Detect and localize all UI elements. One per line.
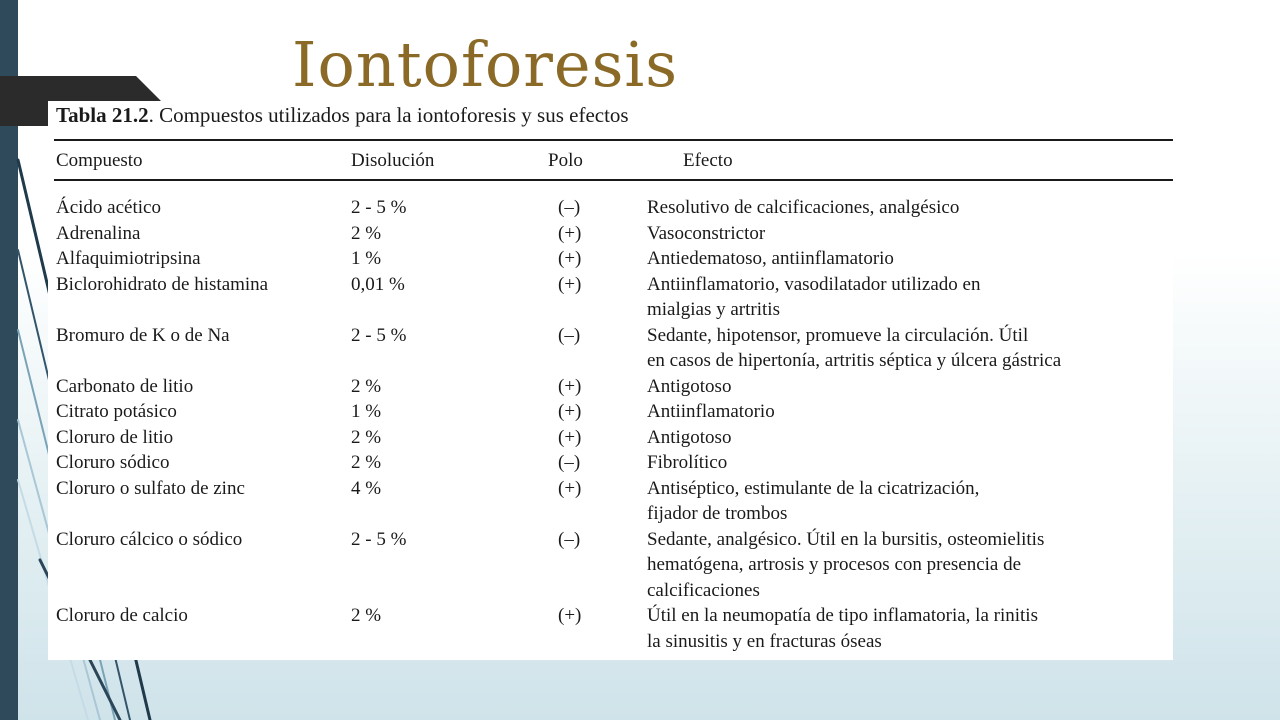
table-caption-number: Tabla 21.2: [56, 103, 149, 127]
cell-efecto: [647, 374, 731, 400]
cell-disolucion: 2 %: [351, 222, 382, 244]
cell-polo: (+): [558, 401, 582, 422]
cell-disolucion: 2 %: [351, 375, 382, 397]
cell-polo: (+): [558, 375, 582, 397]
cell-disolucion: 2 %: [351, 605, 382, 626]
cell-polo: (+): [558, 222, 582, 244]
cell-disolucion: 0,01 %: [351, 273, 405, 295]
efecto-line: calcificaciones: [647, 579, 760, 601]
efecto-line: fijador de trombos: [647, 503, 788, 524]
efecto-line: Sedante, hipotensor, promueve la circulación. Útil: [647, 324, 1029, 346]
efecto-line: Antigotoso: [647, 375, 732, 397]
cell-polo: (+): [558, 605, 582, 626]
cell-efecto: [647, 246, 894, 272]
cell-efecto: [647, 221, 765, 247]
cell-efecto: [647, 323, 1061, 374]
efecto-line: hematógena, artrosis y procesos con presencia de: [647, 554, 1022, 575]
table-caption: [56, 103, 629, 128]
cell-polo: (–): [558, 528, 581, 550]
cell-compuesto: Cloruro sódico: [56, 452, 170, 473]
efecto-line: la sinusitis y en fracturas óseas: [647, 630, 882, 652]
efecto-line: Resolutivo de calcificaciones, analgésico: [647, 197, 960, 218]
cell-polo: (+): [558, 477, 582, 499]
cell-compuesto: Cloruro cálcico o sódico: [56, 528, 243, 550]
efecto-line: Antiséptico, estimulante de la cicatrización,: [647, 477, 980, 499]
cell-compuesto: Alfaquimiotripsina: [56, 248, 201, 269]
cell-compuesto: Citrato potásico: [56, 401, 177, 422]
cell-efecto: [647, 476, 979, 527]
cell-efecto: [647, 195, 959, 221]
cell-disolucion: 2 %: [351, 426, 382, 448]
slide-title: Iontoforesis: [292, 28, 679, 101]
cell-compuesto: Biclorohidrato de histamina: [56, 273, 269, 295]
cell-disolucion: 1 %: [351, 248, 382, 269]
cell-polo: (–): [558, 324, 581, 346]
cell-polo: (+): [558, 273, 582, 295]
cell-efecto: [647, 425, 731, 451]
cell-disolucion: 2 %: [351, 452, 382, 473]
cell-disolucion: 4 %: [351, 477, 382, 499]
efecto-line: Antigotoso: [647, 426, 732, 448]
efecto-line: Sedante, analgésico. Útil en la bursitis, osteomielitis: [647, 528, 1045, 550]
cell-disolucion: 2 - 5 %: [351, 528, 407, 550]
efecto-line: Útil en la neumopatía de tipo inflamatoria, la rinitis: [647, 605, 1038, 626]
cell-disolucion: 2 - 5 %: [351, 197, 407, 218]
header-polo: Polo: [548, 150, 583, 171]
cell-efecto: [647, 603, 1038, 654]
cell-polo: (–): [558, 197, 581, 218]
cell-disolucion: 2 - 5 %: [351, 324, 407, 346]
cell-compuesto: Cloruro o sulfato de zinc: [56, 477, 245, 499]
cell-efecto: [647, 450, 727, 476]
table-header-rule: [54, 179, 1173, 181]
cell-compuesto: Cloruro de litio: [56, 426, 174, 448]
cell-polo: (+): [558, 426, 582, 448]
cell-polo: (–): [558, 452, 581, 473]
cell-compuesto: Ácido acético: [56, 197, 161, 218]
header-disolucion: Disolución: [351, 150, 435, 171]
efecto-line: Fibrolítico: [647, 452, 728, 473]
efecto-line: Antiinflamatorio: [647, 401, 775, 422]
table-top-rule: [54, 139, 1173, 141]
efecto-line: Antiedematoso, antiinflamatorio: [647, 248, 894, 269]
compounds-table: [48, 101, 1173, 660]
cell-polo: (+): [558, 248, 582, 269]
efecto-line: en casos de hipertonía, artritis séptica y úlcera gástrica: [647, 350, 1062, 371]
cell-compuesto: Cloruro de calcio: [56, 605, 188, 626]
cell-disolucion: 1 %: [351, 401, 382, 422]
cell-efecto: [647, 527, 1044, 604]
header-efecto: Efecto: [683, 150, 733, 171]
cell-compuesto: Bromuro de K o de Na: [56, 324, 230, 346]
cell-compuesto: Adrenalina: [56, 222, 141, 244]
header-compuesto: Compuesto: [56, 150, 143, 171]
efecto-line: Antiinflamatorio, vasodilatador utilizado en: [647, 273, 981, 295]
efecto-line: mialgias y artritis: [647, 299, 780, 320]
efecto-line: Vasoconstrictor: [647, 222, 766, 244]
cell-efecto: [647, 272, 980, 323]
table-caption-text: . Compuestos utilizados para la iontoforesis y sus efectos: [148, 103, 629, 127]
cell-efecto: [647, 399, 775, 425]
cell-compuesto: Carbonato de litio: [56, 375, 194, 397]
